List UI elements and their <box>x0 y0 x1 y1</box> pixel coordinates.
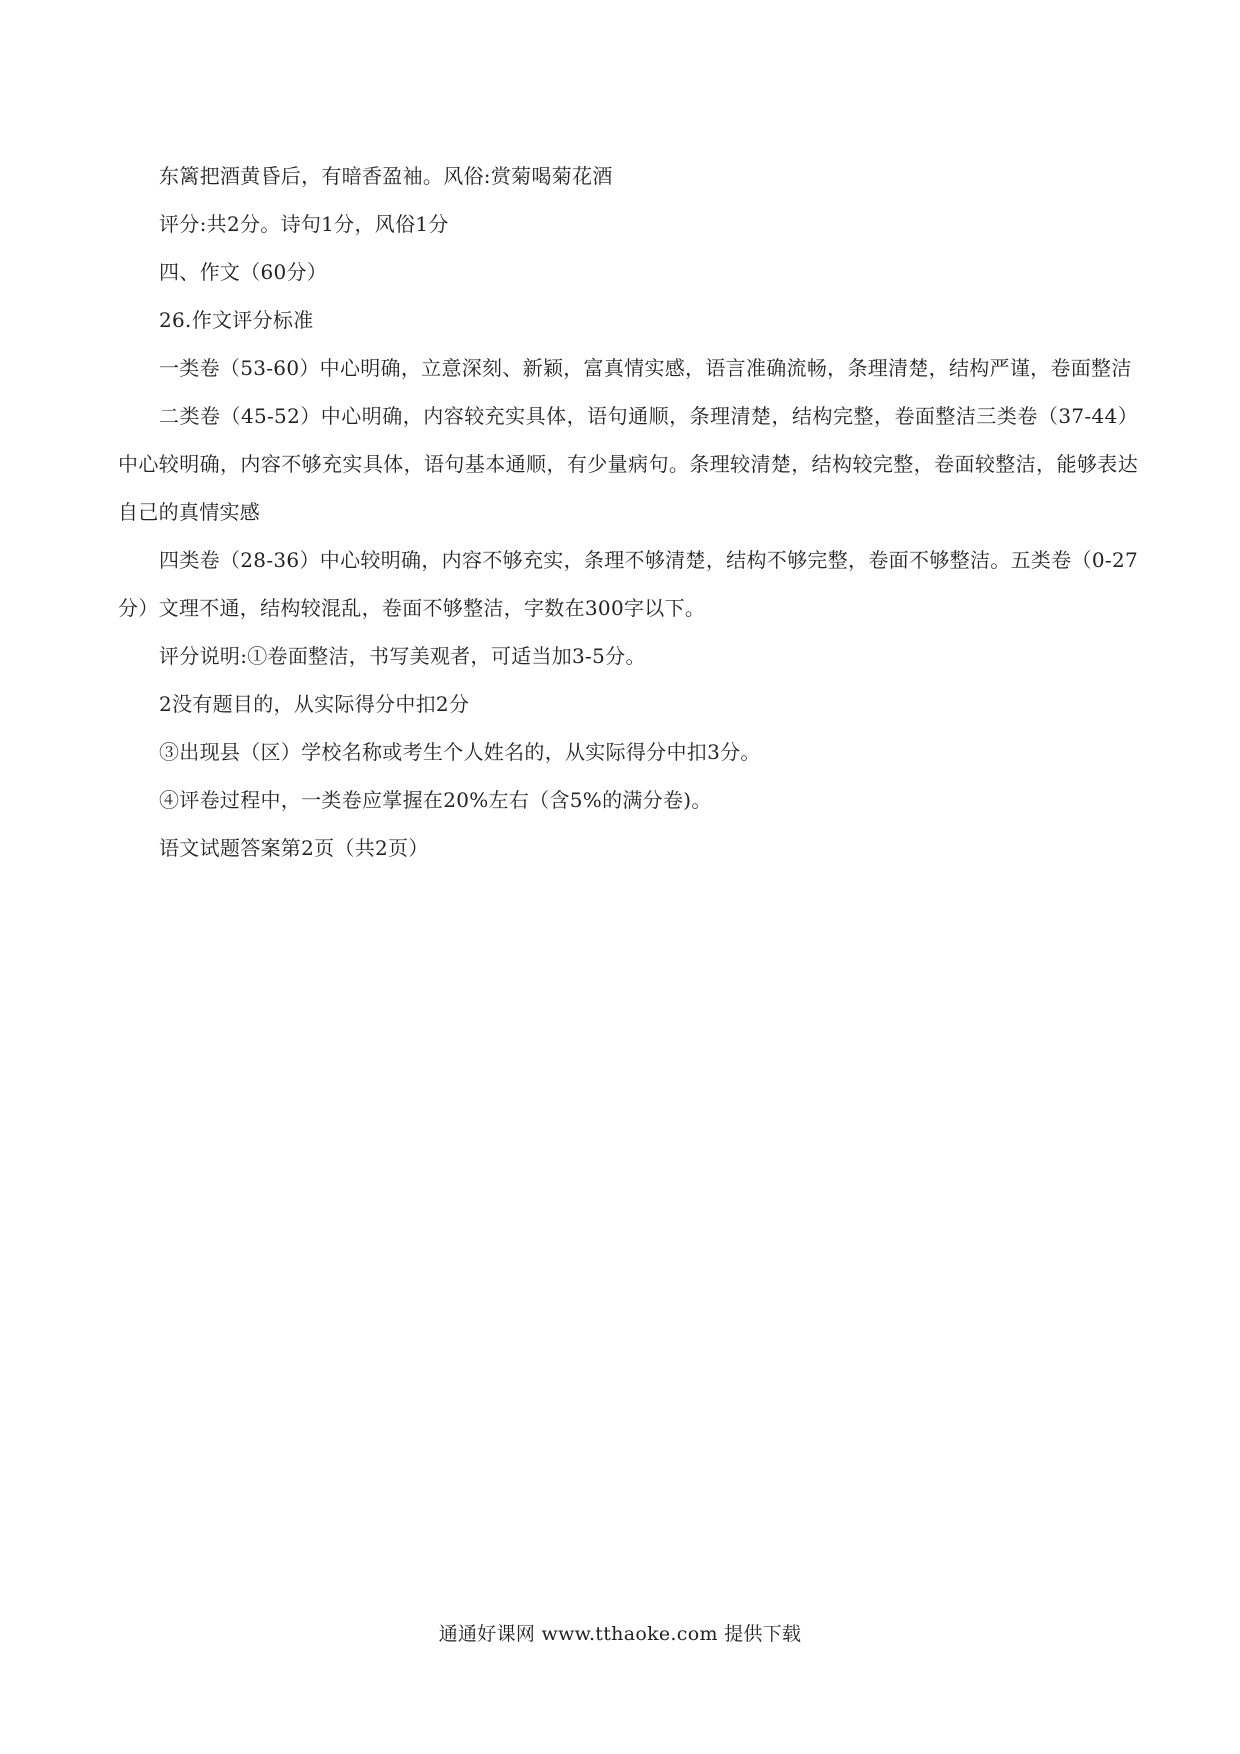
paragraph-poem-custom: 东篱把酒黄昏后，有暗香盈袖。风俗:赏菊喝菊花酒 <box>159 164 613 188</box>
section-heading-composition: 四、作文（60分） <box>159 260 328 284</box>
paragraph-scoring-note-4: ④评卷过程中，一类卷应掌握在20%左右（含5%的满分卷)。 <box>159 788 712 812</box>
document-body <box>118 152 1138 872</box>
page-number-caption: 语文试题答案第2页（共2页） <box>159 836 429 860</box>
paragraph-scoring-q25: 评分:共2分。诗句1分，风俗1分 <box>159 212 449 236</box>
paragraph-grade-one: 一类卷（53-60）中心明确，立意深刻、新颖，富真情实感，语言准确流畅，条理清楚，结构严谨，卷面整洁 <box>159 356 1132 380</box>
paragraph-scoring-note-3: ③出现县（区）学校名称或考生个人姓名的，从实际得分中扣3分。 <box>159 740 761 764</box>
paragraph-scoring-note-1: 评分说明:①卷面整洁，书写美观者，可适当加3-5分。 <box>159 644 646 668</box>
subheading-q26-criteria: 26.作文评分标准 <box>159 308 314 332</box>
paragraph-grade-four-five: 四类卷（28-36）中心较明确，内容不够充实，条理不够清楚，结构不够完整，卷面不够整洁。五类卷（0-27分）文理不通，结构较混乱，卷面不够整洁，字数在300字以下。 <box>118 548 1138 620</box>
paragraph-grade-two-three: 二类卷（45-52）中心明确，内容较充实具体，语句通顺，条理清楚，结构完整，卷面整洁三类卷（37-44）中心较明确，内容不够充实具体，语句基本通顺，有少量病句。条理较清楚，结构较完整，卷面较整洁，能够表达自己的真情实感 <box>118 404 1138 524</box>
paragraph-scoring-note-2: 2没有题目的，从实际得分中扣2分 <box>159 692 470 716</box>
page-footer: 通通好课网 www.tthaoke.com 提供下载 <box>438 1623 802 1645</box>
